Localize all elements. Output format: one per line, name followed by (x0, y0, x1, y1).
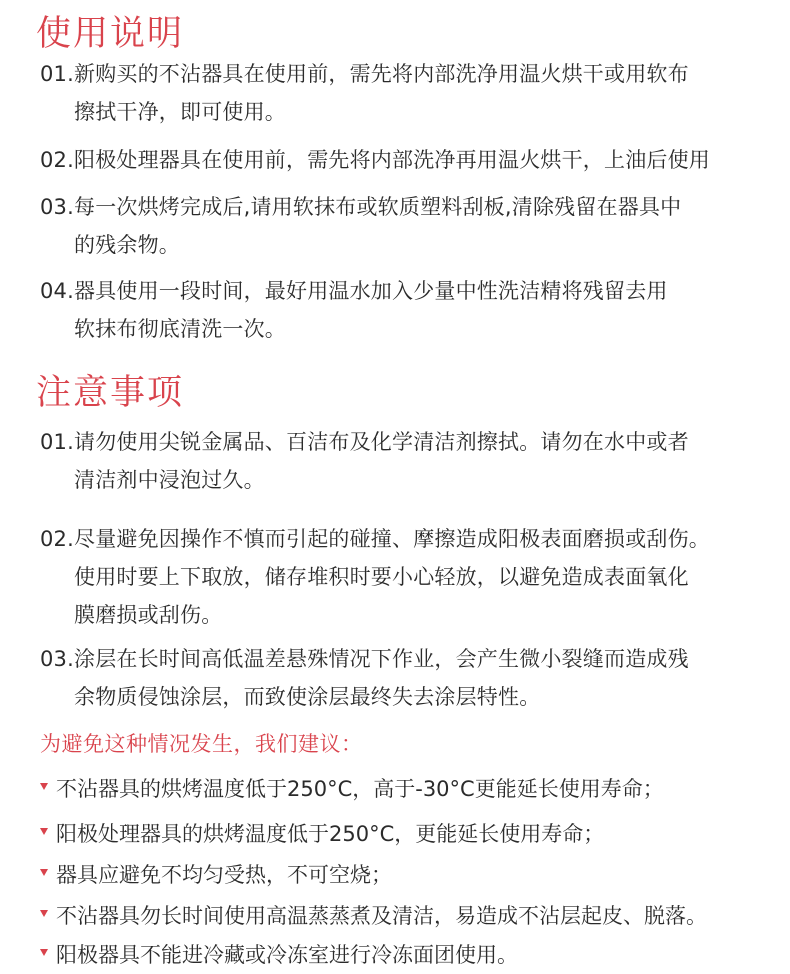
suggestion-item (40, 856, 392, 894)
triangle-bullet-icon (40, 910, 48, 917)
item-number: 01. (40, 430, 74, 454)
triangle-bullet-icon (40, 783, 48, 790)
item-number: 03. (40, 647, 74, 671)
item-text: 的残余物。 (74, 233, 180, 257)
item-number: 04. (40, 279, 74, 303)
suggestion-item (40, 936, 518, 974)
suggestion-item (40, 815, 604, 853)
usage-item-03 (40, 188, 681, 264)
suggestion-text: 阳极器具不能进冷藏或冷冻室进行冷冻面团使用。 (56, 943, 518, 967)
usage-item-01 (40, 55, 689, 131)
triangle-bullet-icon (40, 828, 48, 835)
suggestion-text: 器具应避免不均匀受热，不可空烧； (56, 863, 392, 887)
suggestions-title: 为避免这种情况发生，我们建议： (40, 732, 363, 756)
item-number: 02. (40, 527, 74, 551)
suggestion-item (40, 770, 664, 808)
suggestion-text: 不沾器具勿长时间使用高温蒸蒸煮及清洁，易造成不沾层起皮、脱落。 (56, 904, 707, 928)
item-text: 每一次烘烤完成后,请用软抹布或软质塑料刮板,清除残留在器具中 (74, 195, 682, 219)
notes-item-02 (40, 520, 710, 634)
item-number: 02. (40, 148, 74, 172)
suggestion-item (40, 897, 707, 935)
item-text: 器具使用一段时间，最好用温水加入少量中性洗洁精将残留去用 (74, 279, 668, 303)
item-text: 擦拭干净，即可使用。 (74, 100, 286, 124)
notes-item-01 (40, 423, 689, 499)
item-text: 请勿使用尖锐金属品、百洁布及化学清洁剂擦拭。请勿在水中或者 (74, 430, 689, 454)
item-text: 使用时要上下取放，储存堆积时要小心轻放，以避免造成表面氧化 (74, 565, 689, 589)
item-number: 03. (40, 195, 74, 219)
item-text: 阳极处理器具在使用前，需先将内部洗净再用温火烘干，上油后使用 (74, 148, 710, 172)
notes-title: 注意事项 (36, 373, 185, 413)
item-number: 01. (40, 62, 74, 86)
item-text: 软抹布彻底清洗一次。 (74, 317, 286, 341)
item-text: 余物质侵蚀涂层，而致使涂层最终失去涂层特性。 (74, 685, 541, 709)
usage-item-04 (40, 272, 668, 348)
suggestion-text: 阳极处理器具的烘烤温度低于250°C，更能延长使用寿命； (56, 822, 605, 846)
item-text: 新购买的不沾器具在使用前，需先将内部洗净用温火烘干或用软布 (74, 62, 689, 86)
item-text: 涂层在长时间高低温差悬殊情况下作业，会产生微小裂缝而造成残 (74, 647, 689, 671)
item-text: 清洁剂中浸泡过久。 (74, 468, 265, 492)
notes-item-03 (40, 640, 689, 716)
usage-item-02 (40, 141, 710, 179)
triangle-bullet-icon (40, 949, 48, 956)
item-text: 膜磨损或刮伤。 (74, 603, 223, 627)
triangle-bullet-icon (40, 869, 48, 876)
item-text: 尽量避免因操作不慎而引起的碰撞、摩擦造成阳极表面磨损或刮伤。 (74, 527, 710, 551)
usage-title: 使用说明 (36, 14, 185, 54)
suggestion-text: 不沾器具的烘烤温度低于250°C，高于-30°C更能延长使用寿命； (56, 777, 664, 801)
